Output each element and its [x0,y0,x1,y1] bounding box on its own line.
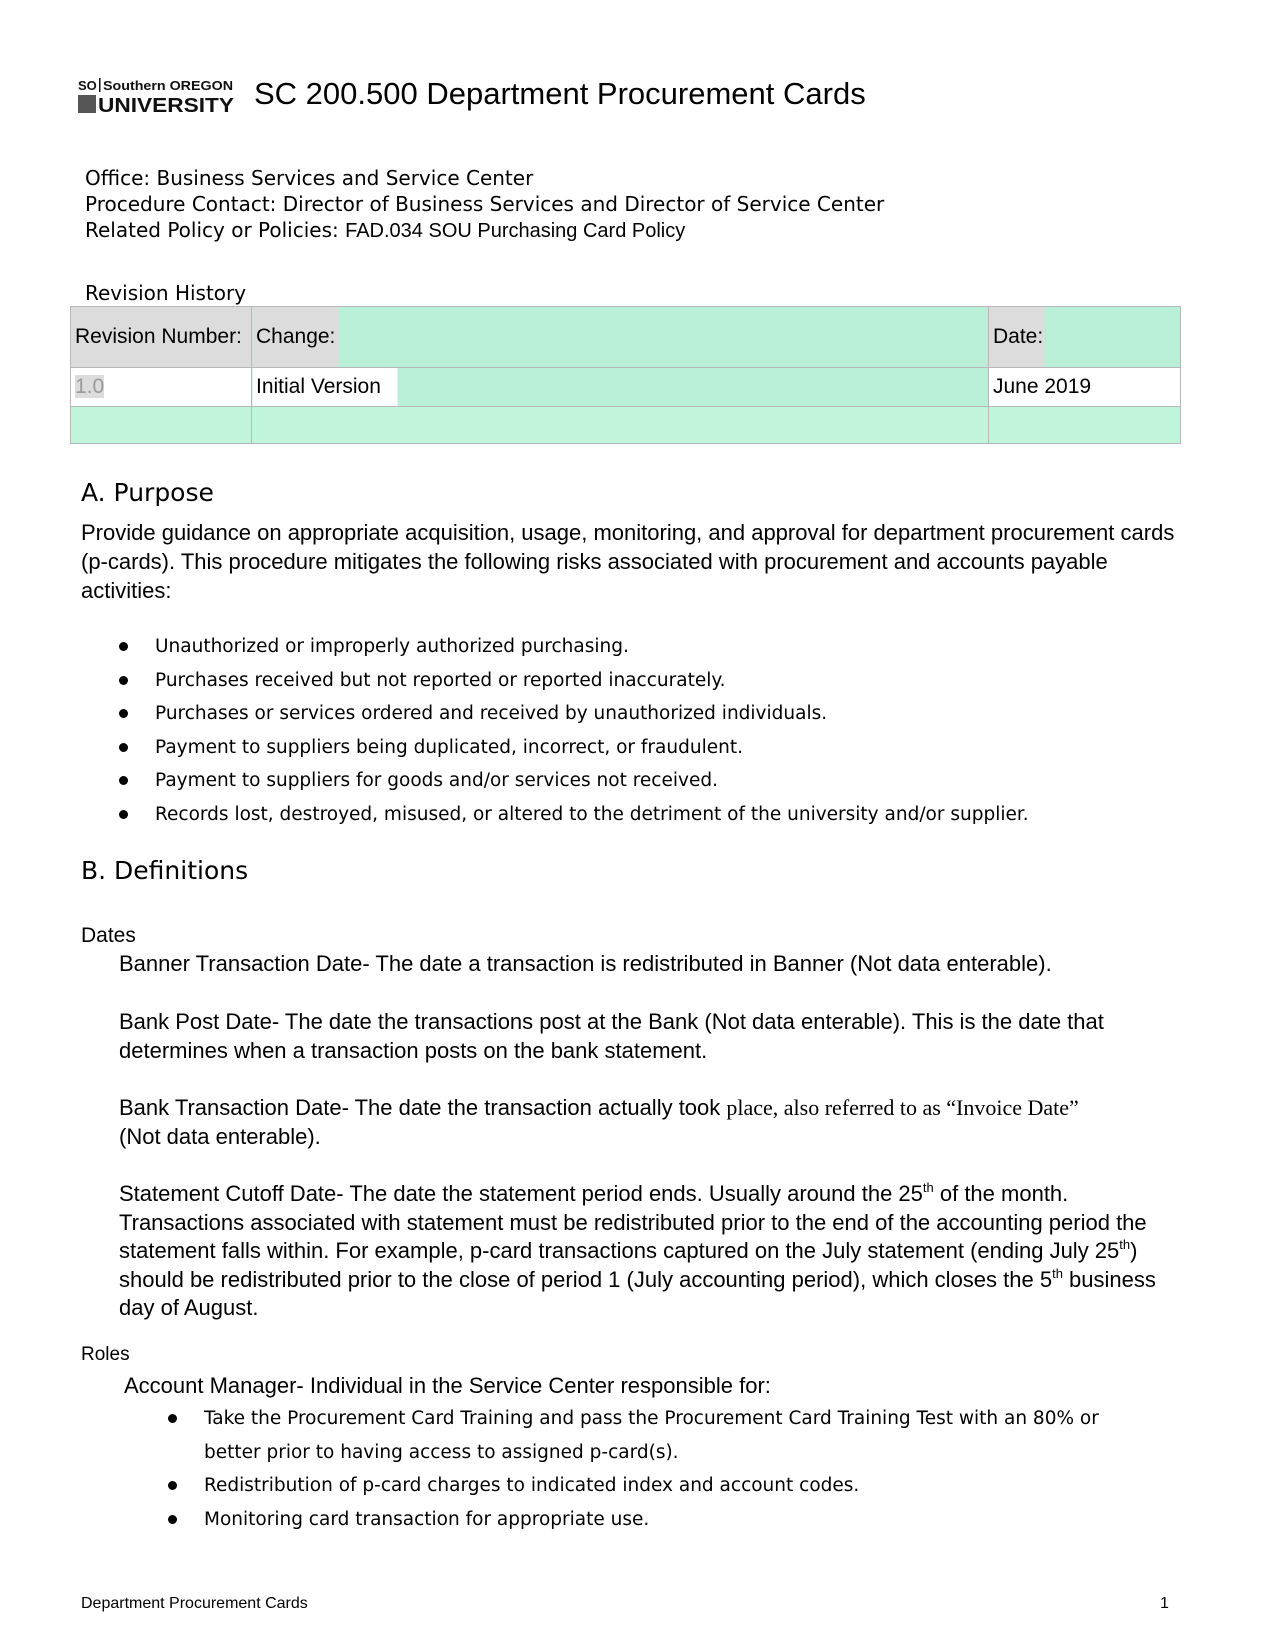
definition-text: business day of August. [119,1266,1156,1320]
table-header-row [71,307,1181,368]
list-item-text: Payment to suppliers being duplicated, incorrect, or fraudulent. [155,736,743,758]
list-item-text: Payment to suppliers for goods and/or services not received. [155,770,718,791]
list-item-text: Monitoring card transaction for appropriate use. [204,1508,650,1530]
revision-history-caption: Revision History [85,281,247,305]
list-item-text: better prior to having access to assigned p-card(s). [204,1441,679,1463]
table-row [71,407,1181,444]
logo-so-mark: SO [78,78,97,93]
revision-number-value: 1.0 [75,375,105,398]
list-item-text: Records lost, destroyed, misused, or altered to the detriment of the university and/or supplier. [155,803,1029,825]
footer-page-number: 1 [1160,1595,1169,1612]
bullet-icon [119,776,128,785]
logo-southern-oregon: Southern OREGON [103,78,233,93]
list-item [155,664,1029,698]
list-item-text: Take the Procurement Card Training and pass the Procurement Card Training Test with an 80% or [204,1408,1099,1429]
document-title: SC 200.500 Department Procurement Cards [254,76,866,111]
list-item [155,798,1029,832]
bullet-icon [119,810,128,819]
account-manager-definition: Account Manager- Individual in the Service Center responsible for: [124,1373,771,1398]
bullet-icon [168,1481,177,1490]
list-item [204,1402,1099,1436]
superscript: th [922,1180,934,1195]
bullet-icon [119,676,128,685]
list-item-text: Purchases received but not reported or reported inaccurately. [155,669,726,691]
definition-text: Bank Transaction Date- The date the transaction actually took [119,1095,727,1120]
list-item [204,1469,1099,1503]
list-item [204,1503,1099,1537]
list-item-continuation [204,1436,1099,1470]
definition-text: (Not data enterable). [119,1123,321,1149]
purpose-heading: A. Purpose [81,478,214,507]
related-policy-line [85,218,685,243]
date-header: Date: [989,307,1181,368]
change-header: Change: [252,307,989,368]
logo-university: UNIVERSITY [98,95,235,114]
list-item-text: Purchases or services ordered and received by unauthorized individuals. [155,703,828,724]
bank-transaction-date-definition [119,1094,1179,1151]
revision-number-cell [71,368,252,407]
bullet-icon [119,709,128,718]
revision-number-header: Revision Number: [71,307,252,368]
date-cell [989,407,1181,444]
procedure-contact-line: Procedure Contact: Director of Business Services and Director of Service Center [85,192,885,216]
dates-subheading: Dates [81,924,136,947]
bullet-icon [119,642,128,651]
account-manager-duties [204,1402,1099,1536]
list-item [155,630,1029,664]
definition-text: of the month. Transactions associated with statement must be redistributed prior to the end of the accounting period the statement falls within. For example, p-card transactions captured on the July statement (ending July 25 [119,1181,1147,1263]
change-value: Initial Version [256,375,381,398]
risk-list [155,630,1029,831]
revision-history-table [70,306,1181,444]
table-row [71,368,1181,407]
related-policy-label: Related Policy or Policies: [85,218,346,242]
date-cell: June 2019 [989,368,1181,407]
related-policy-link[interactable]: FAD.034 SOU Purchasing Card Policy [345,220,686,242]
bullet-icon [119,743,128,752]
superscript: th [1119,1237,1131,1252]
list-item-text: Redistribution of p-card charges to indicated index and account codes. [204,1475,860,1496]
superscript: th [1052,1265,1063,1281]
definition-text-serif: place, also referred to as “Invoice Date” [726,1095,1079,1120]
bullet-icon [168,1414,177,1423]
bank-post-date-definition: Bank Post Date- The date the transactions post at the Bank (Not data enterable). This is the date that determines when a transaction posts on the bank statement. [119,1009,1104,1063]
footer-document-name: Department Procurement Cards [81,1595,308,1612]
banner-transaction-date-definition: Banner Transaction Date- The date a transaction is redistributed in Banner (Not data enterable). [119,951,1052,976]
purpose-paragraph: Provide guidance on appropriate acquisition, usage, monitoring, and approval for department procurement cards (p-cards). This procedure mitigates the following risks associated with procurement and accounts payable activities: [81,520,1175,603]
university-logo [78,76,236,114]
list-item [155,764,1029,798]
change-cell [252,368,989,407]
statement-cutoff-date-definition [119,1180,1179,1323]
list-item-text: Unauthorized or improperly authorized purchasing. [155,636,629,657]
definition-text: ) should be redistributed prior to the close of period 1 (July accounting period), which closes the 5 [119,1238,1138,1292]
definitions-heading: B. Definitions [81,856,249,885]
change-cell [252,407,989,444]
definition-text: Statement Cutoff Date- The date the statement period ends. Usually around the 25 [119,1181,923,1206]
office-line: Office: Business Services and Service Center [85,166,534,190]
roles-subheading: Roles [81,1344,130,1365]
list-item [155,731,1029,765]
bullet-icon [168,1515,177,1524]
list-item [155,697,1029,731]
revision-number-cell [71,407,252,444]
